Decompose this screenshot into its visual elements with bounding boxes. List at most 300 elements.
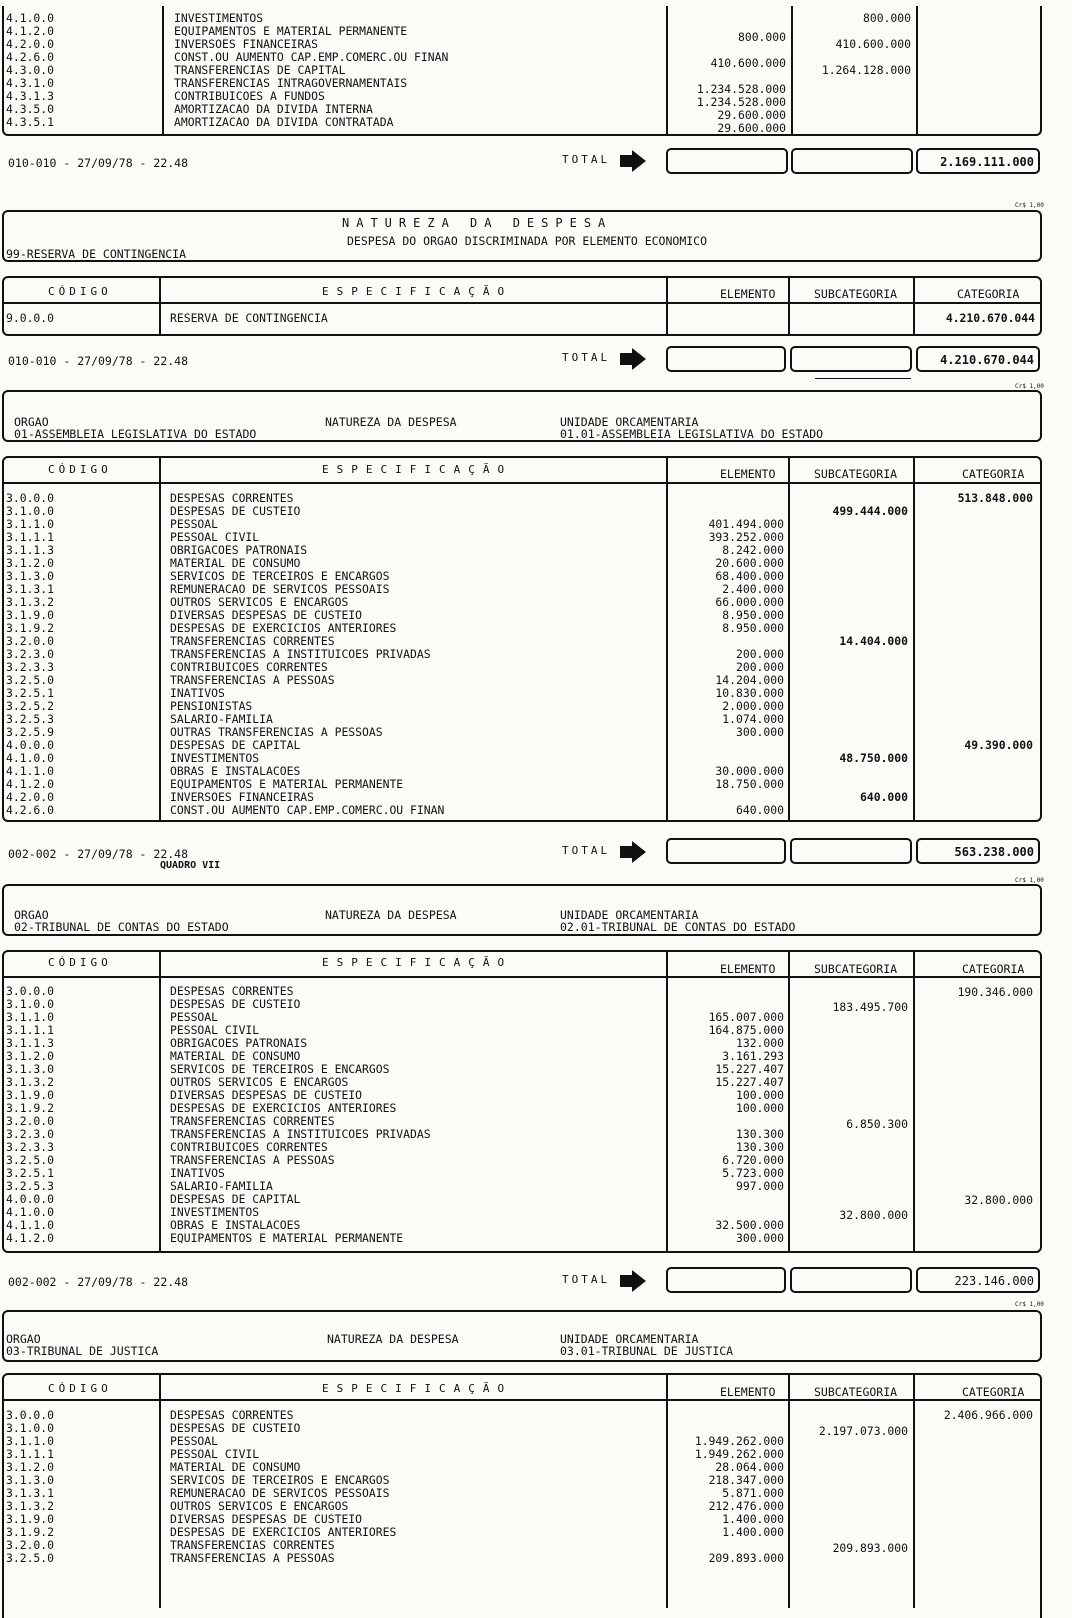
table-cell: 3.2.3.3 (6, 1140, 55, 1154)
table-cell: 4.2.0.0 (6, 37, 55, 51)
table-cell: INVERSOES FINANCEIRAS (170, 790, 315, 804)
s4-codes (6, 985, 54, 1245)
table-cell: 130.300 (735, 1127, 784, 1141)
table-cell (913, 687, 1033, 700)
s2-underline (815, 378, 911, 379)
table-cell (788, 1477, 908, 1490)
table-cell (913, 1038, 1033, 1051)
table-cell: 3.1.3.0 (6, 1062, 55, 1076)
table-cell (788, 557, 908, 570)
table-cell (913, 1051, 1033, 1064)
table-cell: SERVICOS DE TERCEIROS E ENCARGOS (170, 569, 390, 583)
table-cell: 3.1.1.0 (6, 1434, 55, 1448)
table-cell (913, 661, 1033, 674)
table-cell (788, 1131, 908, 1144)
table-cell: 3.1.2.0 (6, 1460, 55, 1474)
s1-footer: 010-010 - 27/09/78 - 22.48 (8, 156, 189, 170)
table-cell: 15.227.407 (715, 1075, 784, 1089)
table-cell (913, 1168, 1033, 1181)
s4-footer: 002-002 - 27/09/78 - 22.48 (8, 1275, 189, 1289)
table-cell (913, 1233, 1033, 1246)
table-cell: TRANSFERENCIAS CORRENTES (170, 1114, 335, 1128)
s3-orgao-label: ORGAO (14, 415, 49, 429)
table-cell: 640.000 (859, 790, 908, 804)
table-cell: 2.197.073.000 (818, 1424, 908, 1438)
table-cell: 300.000 (735, 1231, 784, 1245)
table-cell (913, 531, 1033, 544)
s4-categoria (913, 986, 1033, 1246)
s2-total-label: TOTAL (562, 351, 611, 364)
table-cell: 1.400.000 (722, 1525, 784, 1539)
table-cell (788, 1516, 908, 1529)
table-cell: 32.800.000 (964, 1193, 1033, 1207)
s3-codes (6, 492, 54, 817)
table-cell: 3.1.3.2 (6, 595, 55, 609)
s3-header-categoria: CATEGORIA (962, 467, 1025, 481)
s2-col-divider (913, 276, 915, 336)
table-cell (913, 1064, 1033, 1077)
table-cell (913, 1103, 1033, 1116)
table-cell: 10.830.000 (715, 686, 784, 700)
table-cell: OBRAS E INSTALACOES (170, 1218, 301, 1232)
table-cell (788, 1170, 908, 1183)
table-cell: 164.875.000 (708, 1023, 784, 1037)
table-cell: SALARIO-FAMILIA (170, 712, 273, 726)
table-cell: 1.949.262.000 (694, 1447, 784, 1461)
table-cell: 3.2.5.3 (6, 1179, 55, 1193)
s5-header-categoria: CATEGORIA (962, 1385, 1025, 1399)
s4-header-categoria: CATEGORIA (962, 962, 1025, 976)
s4-header-elemento: ELEMENTO (720, 962, 776, 976)
table-cell: TRANSFERENCIAS INTRAGOVERNAMENTAIS (174, 76, 408, 90)
table-cell (788, 583, 908, 596)
table-cell: PESSOAL (170, 1434, 219, 1448)
s5-header-codigo: CÓDIGO (48, 1382, 112, 1395)
table-cell: INATIVOS (170, 686, 225, 700)
table-cell (913, 1435, 1033, 1448)
table-cell (788, 596, 908, 609)
s1-specs (174, 12, 448, 129)
table-cell: DESPESAS CORRENTES (170, 1408, 294, 1422)
table-cell (913, 570, 1033, 583)
table-cell (913, 1012, 1033, 1025)
s3-currency-note: Cr$ 1,00 (1015, 877, 1044, 884)
s3-unidade-label: UNIDADE ORCAMENTARIA (560, 415, 699, 429)
table-cell: 4.2.0.0 (6, 790, 55, 804)
s2-header-subcategoria: SUBCATEGORIA (814, 287, 898, 301)
table-cell (788, 531, 908, 544)
s5-header-subcategoria: SUBCATEGORIA (814, 1385, 898, 1399)
table-cell: REMUNERACAO DE SERVICOS PESSOAIS (170, 582, 390, 596)
table-cell: 165.007.000 (708, 1010, 784, 1024)
table-cell: 300.000 (735, 725, 784, 739)
table-cell (788, 1235, 908, 1248)
table-cell: TRANSFERENCIAS A INSTITUICOES PRIVADAS (170, 647, 431, 661)
s3-categoria (913, 492, 1033, 817)
table-cell (788, 518, 908, 531)
s2-code: 9.0.0.0 (6, 311, 55, 325)
table-cell: 15.227.407 (715, 1062, 784, 1076)
table-cell: 4.2.6.0 (6, 803, 55, 817)
table-cell: 2.000.000 (722, 699, 784, 713)
s4-total-label: TOTAL (562, 1273, 611, 1286)
table-cell: 130.300 (735, 1140, 784, 1154)
table-cell: 5.723.000 (722, 1166, 784, 1180)
table-cell (913, 1090, 1033, 1103)
table-cell (913, 765, 1033, 778)
s4-orgao: 02-TRIBUNAL DE CONTAS DO ESTADO (14, 920, 229, 934)
s1-col-divider (162, 6, 164, 134)
s1-col-divider (916, 6, 918, 134)
table-cell: PENSIONISTAS (170, 699, 253, 713)
table-cell: PESSOAL CIVIL (170, 530, 260, 544)
table-cell (913, 518, 1033, 531)
table-cell: CONST.OU AUMENTO CAP.EMP.COMERC.OU FINAN (170, 803, 445, 817)
table-cell: 3.1.0.0 (6, 1421, 55, 1435)
table-cell: SALARIO-FAMILIA (170, 1179, 273, 1193)
table-cell: 3.1.3.1 (6, 1486, 55, 1500)
s5-unidade-label: UNIDADE ORCAMENTARIA (560, 1332, 699, 1346)
s3-total-box (916, 838, 1040, 864)
table-cell: OUTROS SERVICOS E ENCARGOS (170, 1075, 349, 1089)
table-cell: 3.1.9.2 (6, 1525, 55, 1539)
table-cell: 48.750.000 (839, 751, 908, 765)
s5-header-especificacao: ESPECIFICAÇÃO (322, 1382, 513, 1395)
table-cell: 401.494.000 (708, 517, 784, 531)
table-cell (913, 1539, 1033, 1552)
table-cell: 3.1.2.0 (6, 556, 55, 570)
table-cell: INATIVOS (170, 1166, 225, 1180)
table-cell: TRANSFERENCIAS CORRENTES (170, 1538, 335, 1552)
table-cell (913, 1487, 1033, 1500)
s1-currency-note: Cr$ 1,00 (1015, 202, 1044, 209)
s2-orgao: 99-RESERVA DE CONTINGENCIA (6, 247, 187, 261)
s2-col-divider (159, 276, 161, 336)
table-cell: OUTROS SERVICOS E ENCARGOS (170, 1499, 349, 1513)
table-cell (666, 739, 784, 752)
table-cell: 30.000.000 (715, 764, 784, 778)
table-cell: 4.1.0.0 (6, 1205, 55, 1219)
s5-subcategoria (788, 1412, 908, 1568)
table-cell: 32.800.000 (839, 1208, 908, 1222)
table-cell: SERVICOS DE TERCEIROS E ENCARGOS (170, 1473, 390, 1487)
table-cell: 2.406.966.000 (943, 1408, 1033, 1422)
table-cell (788, 1092, 908, 1105)
table-cell: 4.1.1.0 (6, 1218, 55, 1232)
s1-subcategoria (791, 12, 911, 129)
table-cell (666, 1409, 784, 1422)
table-cell: 183.495.700 (832, 1000, 908, 1014)
table-cell (788, 661, 908, 674)
table-cell: 4.2.6.0 (6, 50, 55, 64)
table-cell (913, 635, 1033, 648)
table-cell (913, 1220, 1033, 1233)
table-cell: 200.000 (735, 660, 784, 674)
table-cell: 8.242.000 (722, 543, 784, 557)
table-cell: 3.1.1.1 (6, 1023, 55, 1037)
table-cell: DESPESAS DE CAPITAL (170, 738, 301, 752)
s4-header-codigo: CÓDIGO (48, 956, 112, 969)
table-cell: PESSOAL CIVIL (170, 1447, 260, 1461)
table-cell: MATERIAL DE CONSUMO (170, 1049, 301, 1063)
table-cell: DESPESAS DE CUSTEIO (170, 504, 301, 518)
total-arrow-icon (632, 841, 646, 863)
table-cell: 66.000.000 (715, 595, 784, 609)
table-cell (788, 687, 908, 700)
s2-total-value: 4.210.670.044 (940, 353, 1034, 367)
table-cell: 3.1.9.0 (6, 1088, 55, 1102)
table-cell: OBRIGACOES PATRONAIS (170, 543, 308, 557)
table-cell: 4.3.0.0 (6, 63, 55, 77)
table-cell: 14.404.000 (839, 634, 908, 648)
table-cell (913, 700, 1033, 713)
s2-currency-note: Cr$ 1,00 (1015, 383, 1044, 390)
s2-header-especificacao: ESPECIFICAÇÃO (322, 285, 513, 298)
table-cell (788, 1490, 908, 1503)
table-cell (913, 1461, 1033, 1474)
table-cell: 3.2.5.0 (6, 1551, 55, 1565)
table-cell: MATERIAL DE CONSUMO (170, 1460, 301, 1474)
table-cell: PESSOAL CIVIL (170, 1023, 260, 1037)
table-cell: INVESTIMENTOS (170, 751, 260, 765)
total-arrow-icon (620, 155, 632, 167)
s2-header-codigo: CÓDIGO (48, 285, 112, 298)
table-cell: 3.2.5.9 (6, 725, 55, 739)
table-cell: 3.2.3.0 (6, 1127, 55, 1141)
s4-total-value: 223.146.000 (954, 1274, 1034, 1288)
s2-total-box (916, 346, 1040, 372)
table-cell: 3.1.3.2 (6, 1499, 55, 1513)
table-cell: 6.720.000 (722, 1153, 784, 1167)
table-cell: DIVERSAS DESPESAS DE CUSTEIO (170, 1088, 363, 1102)
s3-header-rule (2, 482, 1042, 484)
table-cell (913, 557, 1033, 570)
table-cell (788, 1053, 908, 1066)
table-cell (788, 1222, 908, 1235)
table-cell: 3.1.3.0 (6, 1473, 55, 1487)
s2-footer: 010-010 - 27/09/78 - 22.48 (8, 354, 189, 368)
table-cell: 3.1.1.3 (6, 543, 55, 557)
table-cell: 3.1.2.0 (6, 1049, 55, 1063)
table-cell: 28.064.000 (715, 1460, 784, 1474)
table-cell: 5.871.000 (722, 1486, 784, 1500)
s4-currency-note: Cr$ 1,00 (1015, 1301, 1044, 1308)
table-cell: DIVERSAS DESPESAS DE CUSTEIO (170, 608, 363, 622)
table-cell (788, 765, 908, 778)
table-cell: 132.000 (735, 1036, 784, 1050)
table-cell (913, 1025, 1033, 1038)
table-cell: DESPESAS DE EXERCICIOS ANTERIORES (170, 1101, 397, 1115)
table-cell: EQUIPAMENTOS E MATERIAL PERMANENTE (174, 24, 408, 38)
table-cell: REMUNERACAO DE SERVICOS PESSOAIS (170, 1486, 390, 1500)
s4-header-especificacao: ESPECIFICAÇÃO (322, 956, 513, 969)
table-cell (913, 778, 1033, 791)
table-cell: 200.000 (735, 647, 784, 661)
table-cell: OBRIGACOES PATRONAIS (170, 1036, 308, 1050)
table-cell (913, 1422, 1033, 1435)
s3-header-codigo: CÓDIGO (48, 463, 112, 476)
table-cell (788, 1438, 908, 1451)
s2-total-elemento-box (666, 346, 786, 372)
table-cell (666, 1193, 784, 1206)
s3-col-divider (159, 456, 161, 822)
table-cell (913, 1448, 1033, 1461)
table-cell: 410.600.000 (710, 56, 786, 70)
s5-codes (6, 1409, 54, 1565)
table-cell: 3.2.3.0 (6, 647, 55, 661)
table-cell: 3.2.5.3 (6, 712, 55, 726)
table-cell: 800.000 (737, 30, 786, 44)
table-cell: 3.2.5.0 (6, 1153, 55, 1167)
table-cell (788, 609, 908, 622)
table-cell: TRANSFERENCIAS A INSTITUICOES PRIVADAS (170, 1127, 431, 1141)
table-cell: 4.0.0.0 (6, 738, 55, 752)
table-cell (788, 1451, 908, 1464)
table-cell: 393.252.000 (708, 530, 784, 544)
table-cell: OUTROS SERVICOS E ENCARGOS (170, 595, 349, 609)
s4-total-box (916, 1267, 1040, 1293)
table-cell (788, 674, 908, 687)
table-cell: 1.400.000 (722, 1512, 784, 1526)
table-cell (791, 116, 911, 129)
table-cell: 4.1.0.0 (6, 11, 55, 25)
s3-total-label: TOTAL (562, 844, 611, 857)
table-cell: PESSOAL (170, 1010, 219, 1024)
table-cell (788, 1027, 908, 1040)
table-cell: CONTRIBUICOES CORRENTES (170, 660, 328, 674)
table-cell: AMORTIZACAO DA DIVIDA CONTRATADA (174, 115, 394, 129)
table-cell: TRANSFERENCIAS DE CAPITAL (174, 63, 346, 77)
table-cell (913, 648, 1033, 661)
s5-header-rule (2, 1399, 1042, 1401)
table-cell: 499.444.000 (832, 504, 908, 518)
table-cell: 209.893.000 (708, 1551, 784, 1565)
table-cell (788, 1014, 908, 1027)
table-cell: 3.2.5.1 (6, 686, 55, 700)
total-arrow-icon (632, 1270, 646, 1292)
table-cell: DESPESAS CORRENTES (170, 984, 294, 998)
table-cell (788, 700, 908, 713)
table-cell (913, 1513, 1033, 1526)
table-cell: INVERSOES FINANCEIRAS (174, 37, 319, 51)
table-cell: 3.2.5.0 (6, 673, 55, 687)
table-cell (788, 544, 908, 557)
table-cell: 68.400.000 (715, 569, 784, 583)
s3-elemento (666, 492, 784, 817)
s5-orgao: 03-TRIBUNAL DE JUSTICA (6, 1344, 159, 1358)
table-cell: 4.1.0.0 (6, 751, 55, 765)
table-cell: 1.949.262.000 (694, 1434, 784, 1448)
table-cell: 3.1.1.0 (6, 1010, 55, 1024)
table-cell (913, 791, 1033, 804)
table-cell: 3.1.3.2 (6, 1075, 55, 1089)
table-cell: CONTRIBUICOES A FUNDOS (174, 89, 325, 103)
table-cell: 209.893.000 (832, 1541, 908, 1555)
table-cell (788, 1144, 908, 1157)
s4-total-subcat-box (790, 1267, 912, 1293)
table-cell: 49.390.000 (964, 738, 1033, 752)
s3-total-value: 563.238.000 (954, 845, 1034, 859)
table-cell (913, 999, 1033, 1012)
s2-subtitle: DESPESA DO ORGAO DISCRIMINADA POR ELEMENTO ECONOMICO (347, 234, 708, 248)
table-cell (788, 804, 908, 817)
table-cell (913, 1155, 1033, 1168)
s2-categoria: 4.210.670.044 (945, 311, 1035, 325)
s2-col-divider (666, 276, 668, 336)
table-cell: TRANSFERENCIAS CORRENTES (170, 634, 335, 648)
s3-subcategoria (788, 492, 908, 817)
table-cell (913, 505, 1033, 518)
s2-header-categoria: CATEGORIA (957, 287, 1020, 301)
table-cell: 3.0.0.0 (6, 491, 55, 505)
table-cell (913, 1500, 1033, 1513)
table-cell (788, 1555, 908, 1568)
table-cell: 2.400.000 (722, 582, 784, 596)
table-cell: DESPESAS DE EXERCICIOS ANTERIORES (170, 1525, 397, 1539)
table-cell (913, 609, 1033, 622)
table-cell (788, 648, 908, 661)
table-cell: EQUIPAMENTOS E MATERIAL PERMANENTE (170, 1231, 404, 1245)
s5-categoria (913, 1409, 1033, 1565)
table-cell: DIVERSAS DESPESAS DE CUSTEIO (170, 1512, 363, 1526)
table-cell: 29.600.000 (717, 121, 786, 135)
table-cell: 4.1.2.0 (6, 24, 55, 38)
table-cell: 190.346.000 (957, 985, 1033, 999)
table-cell: CONTRIBUICOES CORRENTES (170, 1140, 328, 1154)
table-cell: DESPESAS DE CUSTEIO (170, 997, 301, 1011)
table-cell: 4.3.5.0 (6, 102, 55, 116)
table-cell: 3.2.5.2 (6, 699, 55, 713)
table-cell (788, 713, 908, 726)
table-cell: INVESTIMENTOS (170, 1205, 260, 1219)
table-cell: 3.1.3.0 (6, 569, 55, 583)
s4-header-subcategoria: SUBCATEGORIA (814, 962, 898, 976)
table-cell (788, 1040, 908, 1053)
table-cell (788, 570, 908, 583)
table-cell: OBRAS E INSTALACOES (170, 764, 301, 778)
table-cell (788, 1503, 908, 1516)
table-cell (788, 1183, 908, 1196)
s3-total-elemento-box (666, 838, 786, 864)
table-cell: 4.1.2.0 (6, 777, 55, 791)
s1-total-label: TOTAL (562, 153, 611, 166)
table-cell: 3.2.5.1 (6, 1166, 55, 1180)
s3-footer: 002-002 - 27/09/78 - 22.48 (8, 847, 189, 861)
s2-col-divider (788, 276, 790, 336)
table-cell: 1.074.000 (722, 712, 784, 726)
total-arrow-icon (632, 150, 646, 172)
s5-elemento (666, 1409, 784, 1565)
s2-total-subcat-box (790, 346, 912, 372)
table-cell: 4.1.2.0 (6, 1231, 55, 1245)
table-cell: 3.1.9.2 (6, 1101, 55, 1115)
table-cell: 3.1.0.0 (6, 504, 55, 518)
table-cell: MATERIAL DE CONSUMO (170, 556, 301, 570)
s3-natureza: NATUREZA DA DESPESA (325, 415, 457, 429)
s4-col-divider (159, 950, 161, 1253)
table-cell: 640.000 (735, 803, 784, 817)
table-cell: 212.476.000 (708, 1499, 784, 1513)
table-cell (666, 492, 784, 505)
s5-col-divider (159, 1373, 161, 1608)
table-cell (788, 1157, 908, 1170)
table-cell: 100.000 (735, 1088, 784, 1102)
table-cell: 4.3.1.0 (6, 76, 55, 90)
table-cell (913, 1207, 1033, 1220)
table-cell: TRANSFERENCIAS A PESSOAS (170, 1153, 335, 1167)
table-cell (913, 713, 1033, 726)
table-cell: 8.950.000 (722, 621, 784, 635)
